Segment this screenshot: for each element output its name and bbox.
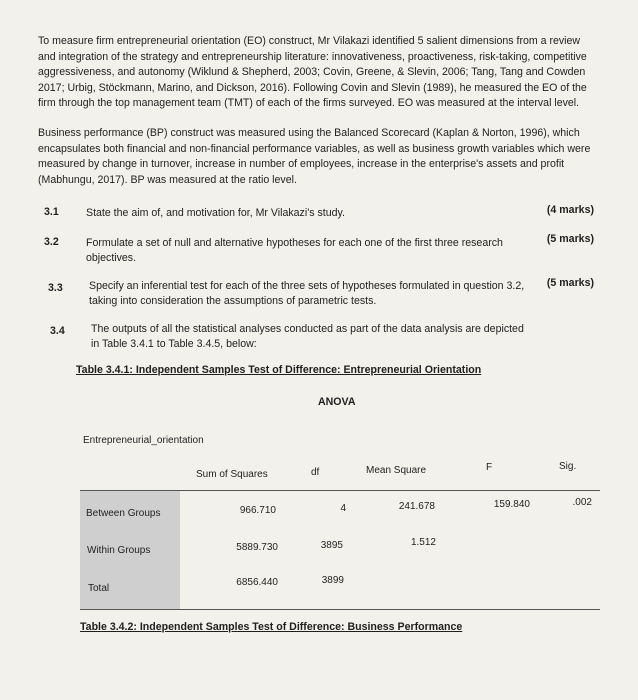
bp-paragraph: Business performance (BP) construct was measured using the Balanced Scorecard (Kaplan & Norton, 1996), which encapsulates both financial and non-financial performance variables, as well as business growth variables which were measured by change in turnover, increase in number of employees, increase in the enterprise's assets and profit (Mabhungu, 2017). BP was measured at the ratio level. — [38, 127, 591, 186]
question-number: 3.3 — [48, 282, 63, 294]
degrees-of-freedom: 3895 — [320, 540, 343, 551]
column-header: Mean Square — [366, 465, 427, 476]
column-header: Sig. — [559, 461, 577, 472]
column-header: F — [486, 462, 493, 473]
dependent-variable-label: Entrepreneurial_orientation — [83, 435, 204, 446]
question-marks: (5 marks) — [546, 277, 594, 289]
row-label: Within Groups — [87, 545, 151, 556]
sum-of-squares: 5889.730 — [236, 542, 278, 553]
sum-of-squares: 966.710 — [239, 505, 276, 516]
column-header: Sum of Squares — [196, 469, 268, 480]
intro-paragraph: To measure firm entrepreneurial orientation (EO) construct, Mr Vilakazi identified 5 salient dimensions from a review and integration of the strategy and entrepreneurship literature: innovativeness, proactiveness, risk-taking, competitive aggressiveness, and autonomy (Wiklund & Shepherd, 2003; Covin, Greene, & Slevin, 2006; Tang, Tang and Cowden 2017; Urbig, Stöckmann, Marino, and Dickson, 2016). Following Covin and Slevin (1989), he measured the EO of the firm through the top management team (TMT) of each of the firms surveyed. EO was measured at the interval level. — [38, 35, 587, 110]
table-caption: Table 3.4.1: Independent Samples Test of Difference: Entrepreneurial Orientation — [76, 364, 482, 376]
significance: .002 — [572, 497, 592, 508]
question-marks: (4 marks) — [546, 204, 594, 216]
table-caption: Table 3.4.2: Independent Samples Test of Difference: Business Performance — [80, 621, 463, 633]
question-marks: (5 marks) — [546, 233, 594, 245]
degrees-of-freedom: 4 — [340, 503, 346, 514]
anova-title: ANOVA — [318, 396, 356, 408]
degrees-of-freedom: 3899 — [321, 575, 344, 586]
question-text: The outputs of all the statistical analyses conducted as part of the data analysis are depicted in Table 3.4.1 to Table 3.4.5, below: — [91, 323, 524, 350]
f-value: 159.840 — [493, 499, 530, 510]
sum-of-squares: 6856.440 — [236, 577, 278, 588]
table-rule — [80, 609, 600, 610]
mean-square: 241.678 — [398, 501, 435, 512]
column-header: df — [311, 467, 320, 478]
row-label: Total — [88, 583, 110, 594]
question-text: State the aim of, and motivation for, Mr Vilakazi's study. — [86, 207, 345, 219]
question-number: 3.2 — [44, 236, 59, 248]
mean-square: 1.512 — [410, 537, 436, 548]
question-text: Formulate a set of null and alternative hypotheses for each one of the first three research objectives. — [86, 237, 503, 264]
question-number: 3.1 — [44, 206, 59, 218]
question-number: 3.4 — [50, 325, 65, 337]
question-text: Specify an inferential test for each of the three sets of hypotheses formulated in question 3.2, taking into consideration the assumptions of parametric tests. — [89, 280, 525, 307]
row-label: Between Groups — [86, 508, 161, 519]
